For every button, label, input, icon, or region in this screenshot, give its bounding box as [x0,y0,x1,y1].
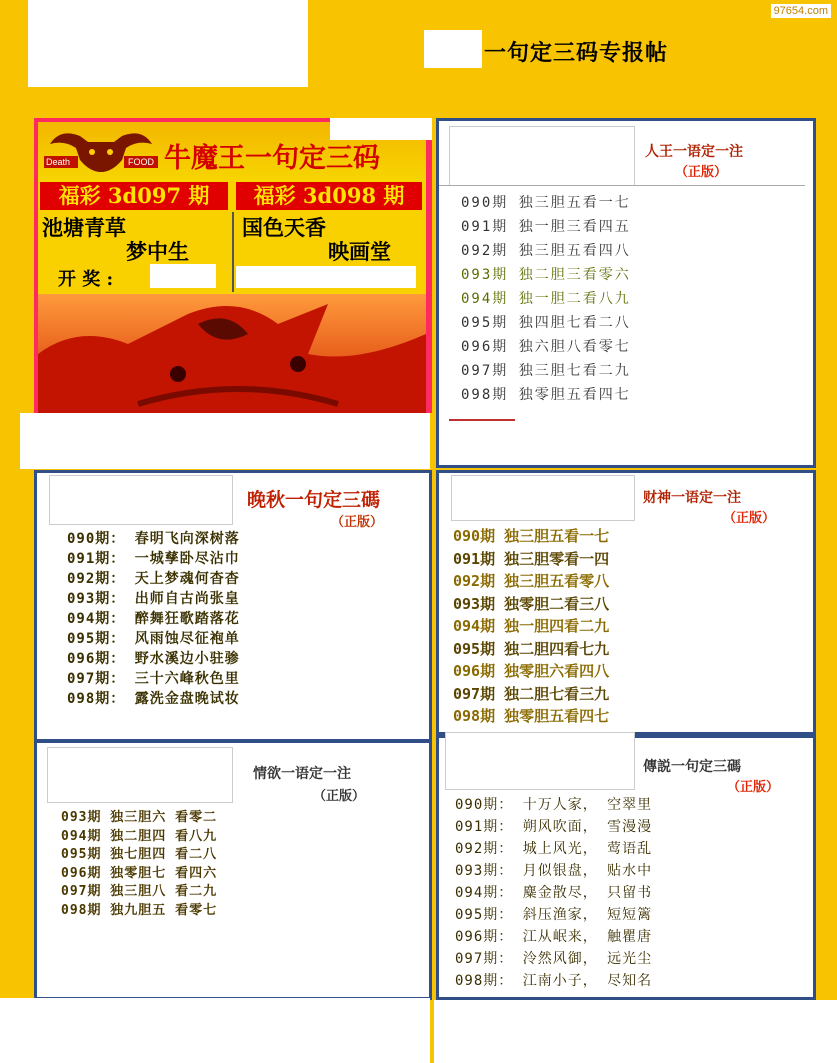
caishen-list [453,525,709,728]
list-item: 095期 独四胆七看二八 [461,315,631,331]
verse-left-2: 梦中生 [126,239,189,264]
list-item: 094期 独一胆二看八九 [461,291,631,307]
wanqiu-subtitle: （正版） [331,515,384,530]
bull-title-blank [330,118,432,140]
list-item: 094期： 麋金散尽， 只留书 [455,885,653,901]
list-item: 098期： 露洗金盘晚试妆 [67,691,240,707]
list-item: 096期 独零胆七 看四六 [61,865,218,881]
list-item: 090期： 春明飞向深树落 [67,531,240,547]
title-blank [424,30,482,68]
logo-left-text: Death [46,157,71,167]
chuanshuo-subtitle: （正版） [727,780,780,795]
top-left-blank [28,0,308,87]
list-item: 091期： 一城孳卧尽沾巾 [67,551,240,567]
divider-line [232,212,234,292]
list-item: 092期： 城上风光， 莺语乱 [455,841,653,857]
qingyu-list [61,809,217,920]
verse-right-1: 国色天香 [242,215,326,240]
list-item: 094期 独一胆四看二九 [453,617,610,635]
list-item: 090期： 十万人家， 空翠里 [455,797,653,813]
qingyu-subtitle: （正版） [313,789,366,804]
list-item: 093期 独零胆二看三八 [453,594,610,613]
bull-panel [34,118,432,413]
bull-illustration [38,294,426,413]
renwang-separator [439,185,805,186]
caishen-panel [436,470,816,735]
list-item: 095期 独七胆四 看二八 [61,847,218,862]
list-item: 093期： 月似银盘， 贴水中 [455,863,653,879]
renwang-redline [449,419,515,421]
list-item: 097期： 三十六峰秋色里 [67,671,240,687]
list-item: 093期 独二胆三看零六 [461,267,631,283]
wanqiu-title: 晚秋一句定三碼 [247,489,381,511]
list-item: 096期： 野水溪边小驻骖 [67,651,240,667]
wanqiu-panel [34,470,432,742]
list-item: 094期： 醉舞狂歌踏落花 [67,611,240,627]
bottom-right-blank [434,1000,837,1063]
list-item: 095期： 斜压渔家， 短短篱 [455,907,653,923]
page-title: 一句定三码专报帖 [484,41,669,66]
list-item: 096期： 江从岷来， 触瞿唐 [455,929,653,945]
list-item: 096期 独六胆八看零七 [461,339,631,355]
list-item: 096期 独零胆六看四八 [453,662,610,680]
list-item: 098期 独零胆五看四七 [453,707,610,725]
list-item: 091期： 朔风吹面， 雪漫漫 [455,819,653,835]
qingyu-panel [34,740,432,1000]
chuanshuo-list [455,794,652,992]
renwang-logo-blank [449,126,635,186]
list-item: 093期： 出师自古尚张皇 [67,591,240,607]
list-item: 097期 独三胆七看二九 [461,363,631,379]
caishen-title: 财神一语定一注 [643,490,741,506]
list-item: 097期： 泠然风御， 远光尘 [455,951,653,967]
issue-right: 福彩 3d098 期 [236,182,422,210]
chuanshuo-logo-blank [445,732,635,790]
list-item: 092期 独三胆五看四八 [461,243,631,259]
bull-panel-title: 牛魔王一句定三码 [164,143,380,174]
verse-left-1: 池塘青草 [42,215,126,240]
list-item: 098期 独零胆五看四七 [461,387,631,403]
list-item: 095期： 风雨蚀尽征袍单 [67,631,240,647]
renwang-title: 人王一语定一注 [645,144,743,160]
chuanshuo-title: 傳説一句定三碼 [643,759,741,775]
bottom-left-blank [0,998,430,1063]
list-item: 097期 独二胆七看三九 [453,684,610,703]
list-item: 090期 独三胆五看一七 [453,527,610,545]
list-item: 091期 独一胆三看四五 [461,219,631,235]
renwang-list [461,191,631,407]
draw-right-blank [236,266,416,288]
bull-bottom-blank [20,413,430,469]
list-item: 098期： 江南小子， 尽知名 [455,973,653,989]
caishen-subtitle: （正版） [723,511,776,526]
list-item: 098期 独九胆五 看零七 [61,902,218,918]
list-item: 092期： 天上梦魂何杳杳 [67,571,240,587]
draw-label: 开 奖 : [58,269,114,290]
caishen-logo-blank [451,475,635,521]
logo-right-text: FOOD [128,157,154,167]
list-item: 090期 独三胆五看一七 [461,195,631,211]
qingyu-title: 情欲一语定一注 [253,766,351,782]
list-item: 094期 独二胆四 看八九 [61,828,218,844]
list-item: 093期 独三胆六 看零二 [61,810,218,825]
list-item: 097期 独三胆八 看二九 [61,884,218,899]
renwang-subtitle: （正版） [675,165,728,180]
wanqiu-list [67,529,240,709]
list-item: 092期 独三胆五看零八 [453,572,610,590]
site-watermark[interactable]: 97654.com [771,4,831,18]
bull-issues [38,182,426,294]
renwang-panel [436,118,816,468]
bull-logo [40,126,162,176]
chuanshuo-panel [436,735,816,1000]
verse-right-2: 映画堂 [328,239,391,264]
issue-left: 福彩 3d097 期 [40,182,228,210]
draw-left-blank [150,264,216,288]
list-item: 091期 独三胆零看一四 [453,549,610,568]
list-item: 095期 独二胆四看七九 [453,639,610,658]
wanqiu-logo-blank [49,475,233,525]
qingyu-logo-blank [47,747,233,803]
